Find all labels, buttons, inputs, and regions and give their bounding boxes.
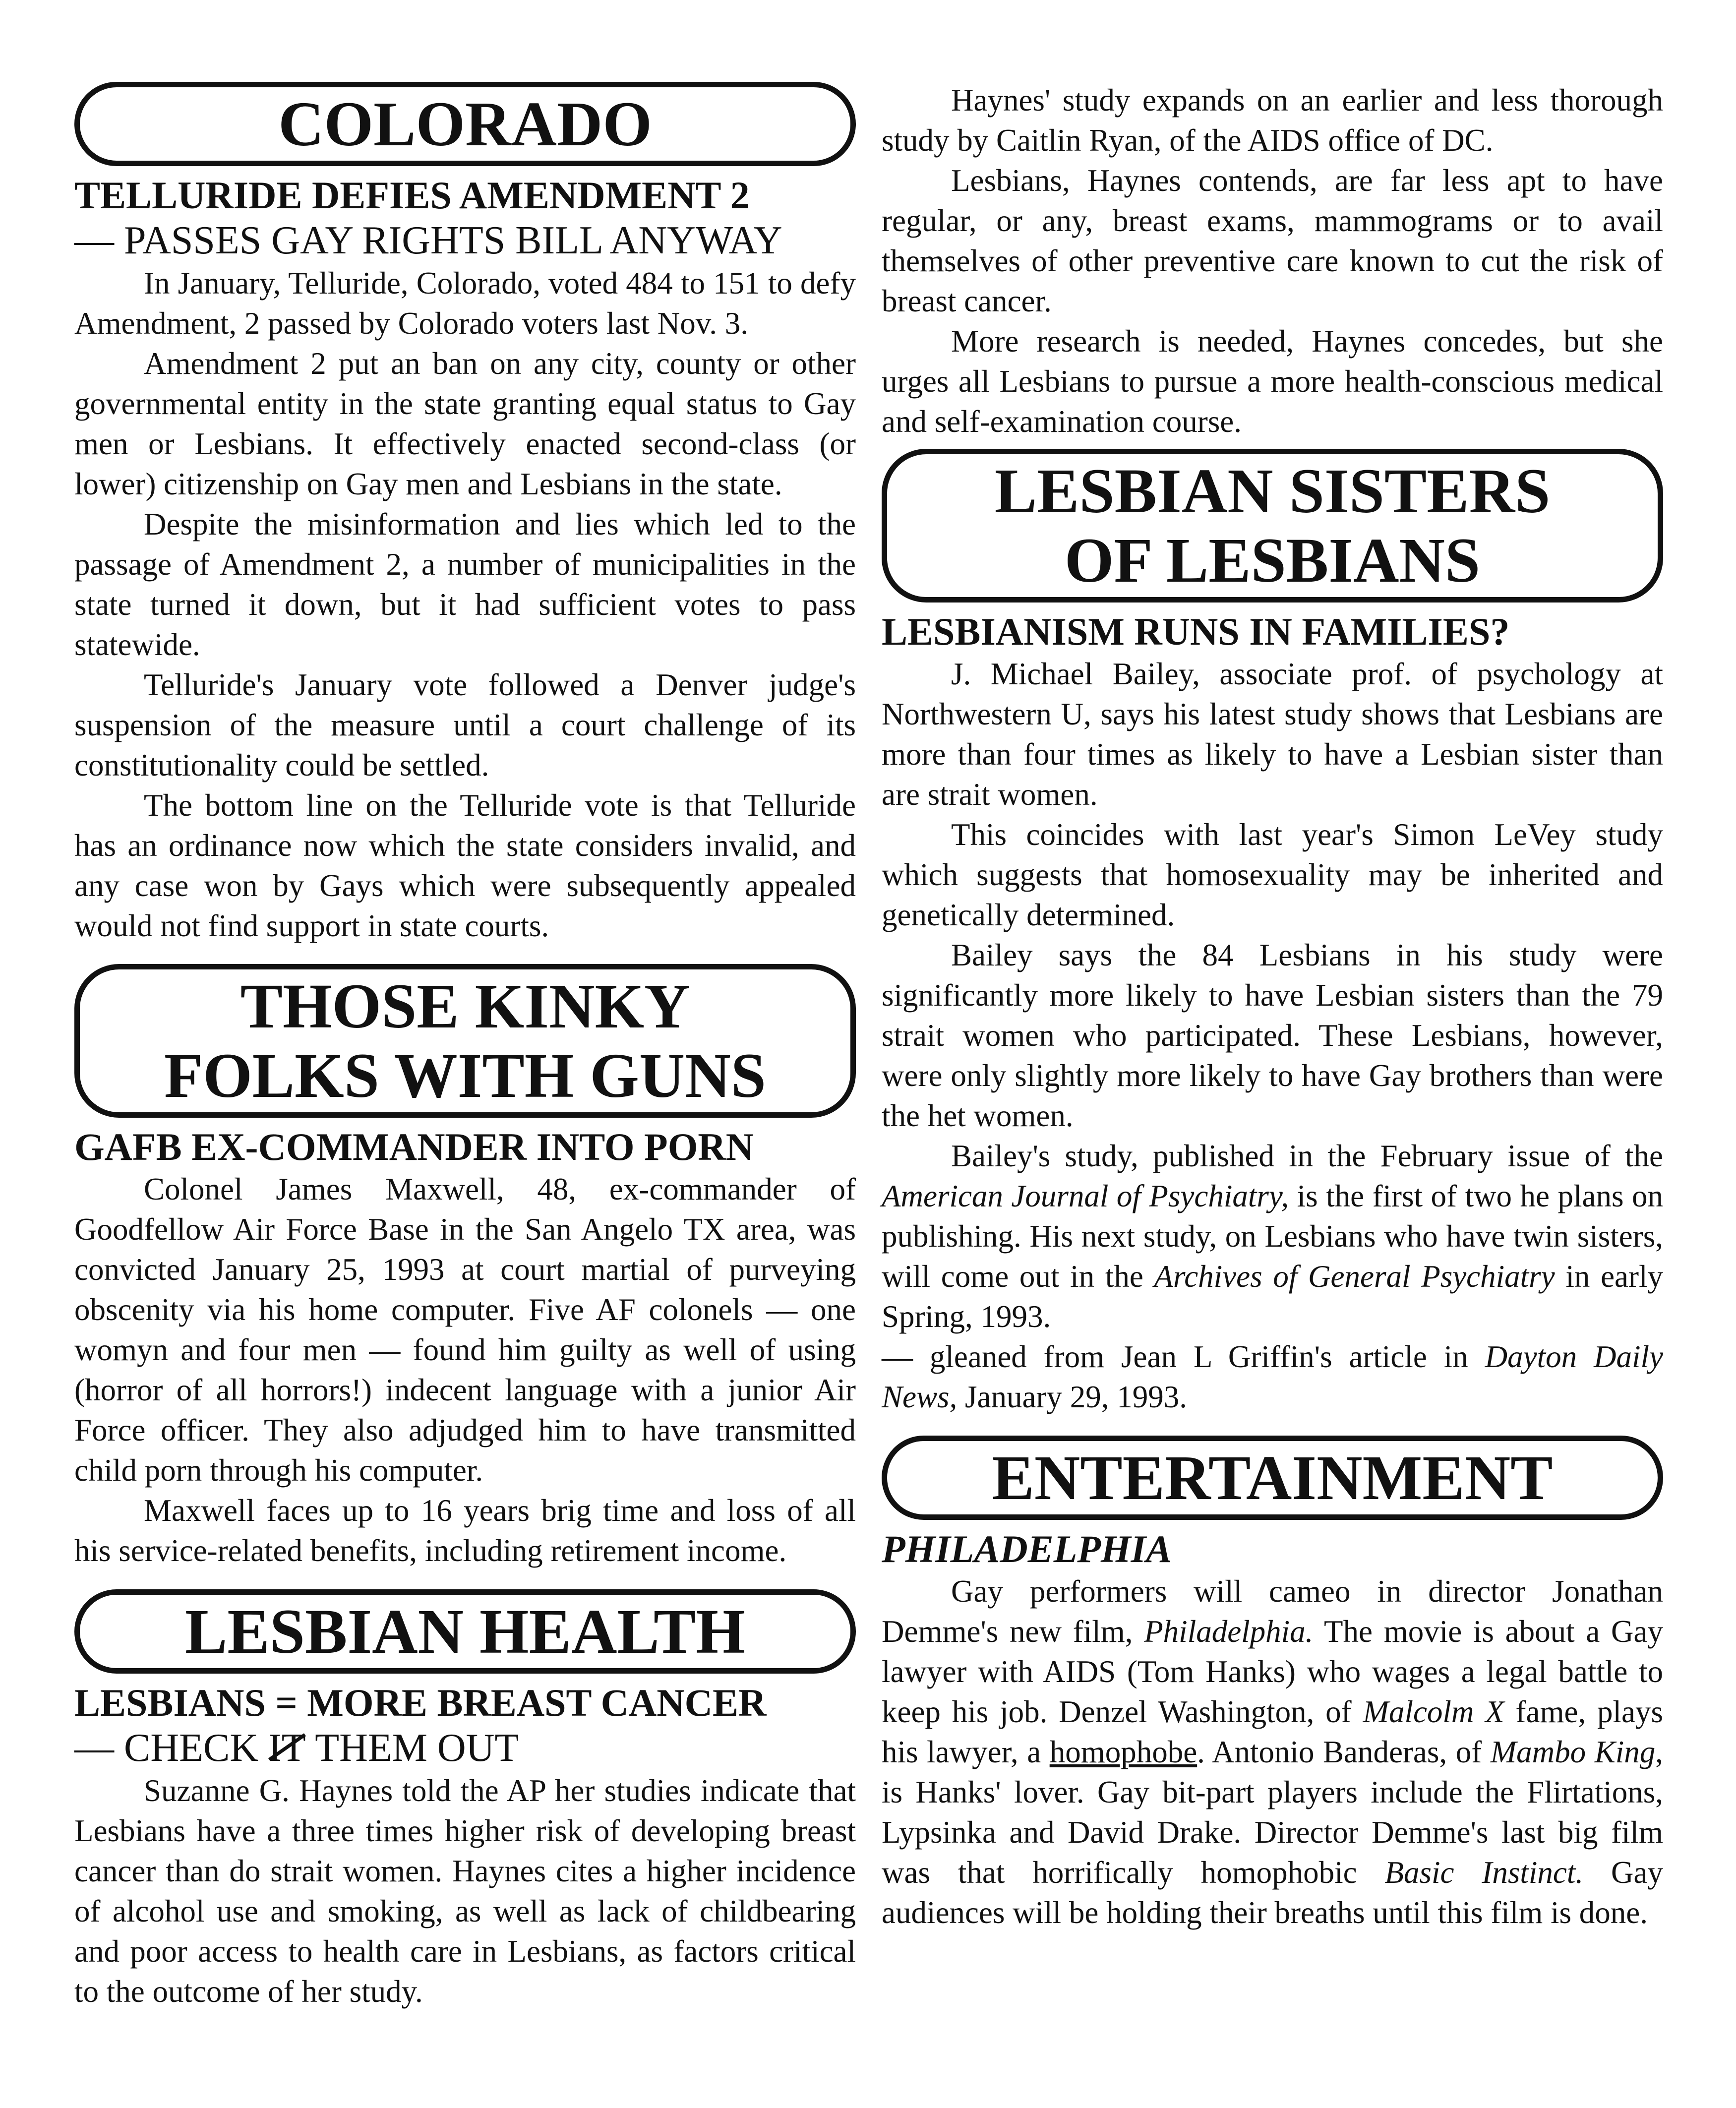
subhead-secondary: — PASSES GAY RIGHTS BILL ANYWAY [74,219,782,262]
film-title: Basic Instinct. [1384,1855,1584,1890]
text: fame, plays his lawyer, a [882,1694,1663,1769]
paragraph: Lesbians, Haynes contends, are far less apt to have regular, or any, breast exams, mammograms or to avail themselves of other preventive care known to cut the risk of breast cancer. [882,163,1663,318]
health-continued [882,80,1663,442]
paragraph: Maxwell faces up to 16 years brig time and loss of all his service-related benefits, including retirement income. [74,1493,856,1568]
paragraph [882,1571,1663,1933]
header-line: LESBIAN SISTERS [994,456,1551,526]
journal-title: American Journal of Psychiatry, [882,1179,1289,1213]
film-title: Philadelphia. [1144,1614,1314,1649]
section-header-kinky [74,964,856,1118]
section-header-sisters [882,449,1663,602]
paragraph: Colonel James Maxwell, 48, ex-commander of Goodfellow Air Force Base in the San Angelo TX area, was convicted January 25, 1993 at court martial of purveying obscenity via his home computer. Five AF colonels — one womyn and four men — found him guilty as well of using (horror of all horrors!) indecent language with a junior Air Force officer. They also adjudged him to have transmitted child porn through his computer. [74,1172,856,1488]
entertainment-section [882,1436,1663,1933]
subhead: PHILADELPHIA [882,1527,1172,1570]
subhead-text: THEM OUT [305,1726,519,1770]
paragraph: Amendment 2 put an ban on any city, county or other governmental entity in the state granting equal status to Gay men or Lesbians. It effectively enacted second-class (or lower) citizenship on Gay men and Lesbians in the state. [74,346,856,501]
colorado-section [74,82,856,946]
text: . Antonio Banderas, of [1197,1735,1491,1769]
paragraph: Despite the misinformation and lies which led to the passage of Amendment 2, a number of municipalities in the state turned it down, but it had sufficient votes to pass statewide. [74,507,856,662]
text: Gay performers will cameo in director Jonathan Demme's new film, [882,1574,1663,1649]
subhead: TELLURIDE DEFIES AMENDMENT 2 [74,174,750,217]
health-section [74,1589,856,2012]
text: The movie is about a Gay lawyer with AIDS (Tom Hanks) who wages a legal battle to keep his job. Denzel Washington, of [882,1614,1664,1729]
subhead: LESBIANS = MORE BREAST CANCER [74,1681,767,1724]
film-title: Mambo King [1490,1735,1656,1769]
section-header-colorado: COLORADO [74,82,856,166]
struck-word: IT [268,1726,306,1770]
subhead-text: — CHECK [74,1726,269,1770]
paragraph: Telluride's January vote followed a Denver judge's suspension of the measure until a court challenge of its constitutionality could be settled. [74,667,856,783]
subhead: LESBIANISM RUNS IN FAMILIES? [882,610,1510,653]
paragraph: Bailey says the 84 Lesbians in his study were significantly more likely to have Lesbian sisters than the 79 strait women who participated. These Lesbians, however, were only slightly more likely to have Gay brothers than were the het women. [882,938,1663,1133]
subhead-secondary [74,1725,856,1771]
sisters-section [882,449,1663,1417]
text: Bailey's study, published in the February issue of the [951,1139,1663,1173]
section-header-health: LESBIAN HEALTH [74,1589,856,1674]
newspaper-title: Dayton Daily News, [882,1339,1663,1414]
paragraph: In January, Telluride, Colorado, voted 484 to 151 to defy Amendment, 2 passed by Colorado voters last Nov. 3. [74,266,856,341]
kinky-section [74,964,856,1571]
credit-line [882,1337,1663,1417]
section-header-entertainment: ENTERTAINMENT [882,1436,1663,1520]
text: Gay audiences will be holding their breaths until this film is done. [882,1855,1664,1930]
paragraph [882,1136,1663,1337]
paragraph: More research is needed, Haynes concedes, but she urges all Lesbians to pursue a more health-conscious medical and self-examination course. [882,324,1663,439]
paragraph: Haynes' study expands on an earlier and less thorough study by Caitlin Ryan, of the AIDS office of DC. [882,83,1663,158]
text: in early Spring, 1993. [882,1259,1663,1334]
journal-title: Archives of General Psychiatry [1154,1259,1555,1294]
text: , is Hanks' lover. Gay bit-part players include the Flirtations, Lypsinka and David Drake. Director Demme's last big film was that horrifically homophobic [882,1735,1663,1890]
paragraph: J. Michael Bailey, associate prof. of psychology at Northwestern U, says his latest study shows that Lesbians are more than four times as likely to have a Lesbian sister than are strait women. [882,657,1663,812]
text: January 29, 1993. [957,1380,1187,1414]
underlined-word: homophobe [1049,1735,1197,1769]
text: — gleaned from Jean L Griffin's article in [882,1339,1485,1374]
film-title: Malcolm X [1363,1694,1504,1729]
text: is the first of two he plans on publishing. His next study, on Lesbians who have twin sisters, will come out in the [882,1179,1663,1294]
header-line: OF LESBIANS [1064,525,1481,596]
header-line: THOSE KINKY [240,971,690,1041]
header-line: FOLKS WITH GUNS [164,1040,766,1111]
subhead: GAFB EX-COMMANDER INTO PORN [74,1125,754,1168]
paragraph: Suzanne G. Haynes told the AP her studies indicate that Lesbians have a three times higher risk of developing breast cancer than do strait women. Haynes cites a higher incidence of alcohol use and smoking, as well as lack of childbearing and poor access to health care in Lesbians, as factors critical to the outcome of her study. [74,1773,856,2009]
paragraph: This coincides with last year's Simon LeVey study which suggests that homosexuality may be inherited and genetically determined. [882,817,1663,932]
paragraph: The bottom line on the Telluride vote is that Telluride has an ordinance now which the state considers invalid, and any case won by Gays which were subsequently appealed would not find support in state courts. [74,788,856,943]
